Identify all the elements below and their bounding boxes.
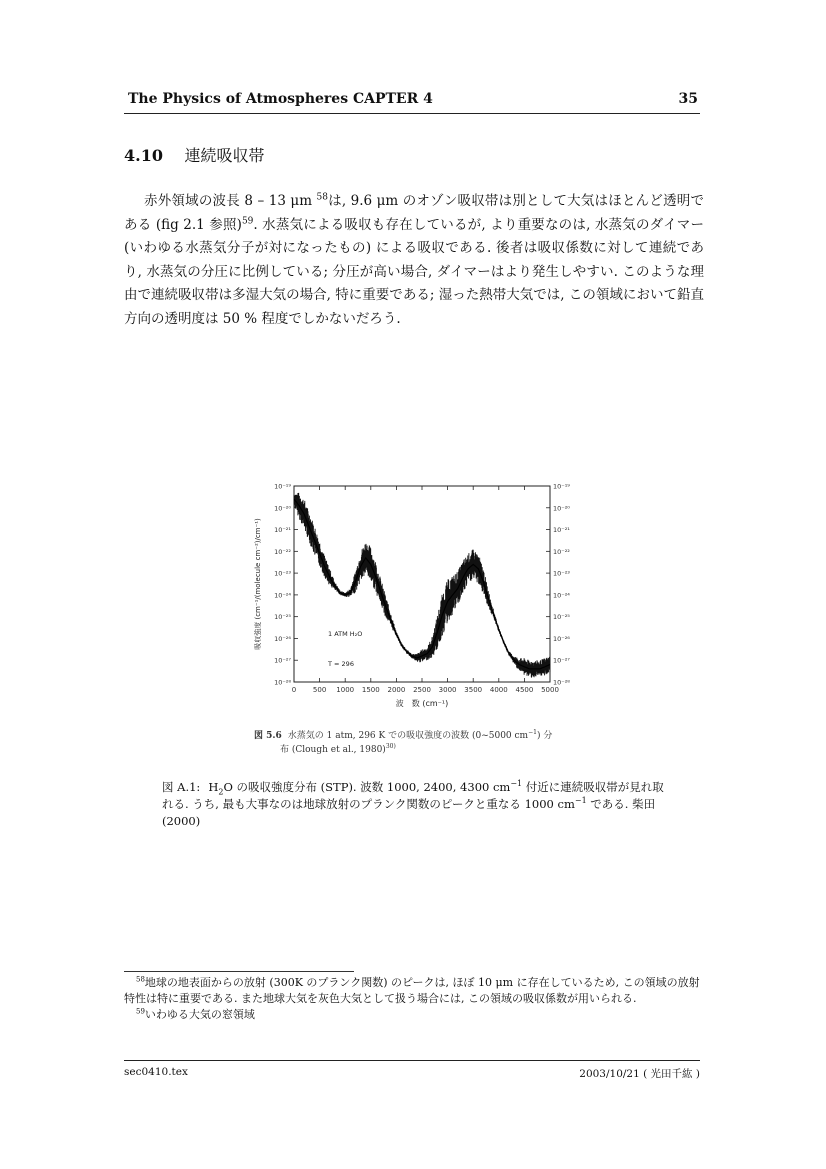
y-tick-label-right: 10⁻²⁶ [553,634,570,643]
y-tick-label-right: 10⁻²⁴ [553,591,570,600]
caption-sup1: −1 [510,779,523,789]
y-tick-label-left: 10⁻²⁸ [274,678,291,687]
running-footer [124,1060,700,1081]
x-tick-label: 2000 [387,686,406,694]
y-tick-label-left: 10⁻²² [274,547,291,556]
y-tick-label-left: 10⁻²⁶ [274,634,291,643]
x-tick-label: 4500 [515,686,534,694]
x-tick-label: 500 [312,686,327,694]
y-tick-label-left: 10⁻¹⁹ [274,482,291,491]
x-tick-label: 2500 [413,686,431,694]
absorption-chart [248,476,588,726]
caption-sub: 2 [218,787,224,797]
footnote-text: 地球の地表面からの放射 (300K のプランク関数) のピークは, ほぼ 10 μm に存在しているため, この領域の放射特性は特に重要である. また地球大気を灰色大気として扱う場合には, この領域の吸収係数が用いられる. [124,976,700,1005]
y-tick-label-right: 10⁻²² [553,547,570,556]
footer-filename: sec0410.tex [124,1066,188,1078]
body-text-part1: 赤外領域の波長 8 – 13 μm [144,193,313,209]
figure-inner-sup2: 30) [385,743,396,750]
y-tick-label-left: 10⁻²³ [274,569,291,578]
footnotes [124,975,704,1023]
footnote-rule [124,971,354,972]
annotation-temp: T = 296 [328,660,354,668]
page-number: 35 [678,91,698,107]
caption-sup2: −1 [574,796,587,806]
section-number: 4.10 [124,146,163,165]
x-tick-label: 4000 [489,686,508,694]
x-tick-label: 1000 [336,686,355,694]
caption-t3: 付近に連続吸収帯が見れ取れる. うち, 最も大事なのは地球放射のプランク関数のピークと重なる 1000 cm [162,780,664,811]
body-text-part2: は, 9.6 μm のオゾン吸収帯は別として大気はほとんど透明である (fig 2.1 参照) [124,193,704,233]
y-tick-label-left: 10⁻²⁷ [274,656,291,665]
section-heading [124,143,265,166]
x-tick-label: 3000 [438,686,457,694]
footnote-mark: 59 [136,1007,145,1016]
y-tick-label-left: 10⁻²¹ [274,526,291,535]
caption-label: 図 A.1: [162,780,201,794]
figure-inner-sup1: −1 [528,729,537,736]
figure-inner-caption [254,729,594,757]
y-tick-label-right: 10⁻¹⁹ [553,482,570,491]
figure-inner-line1: 水蒸気の 1 atm, 296 K での吸収強度の波数 (0~5000 cm [287,731,529,741]
footnote-58 [124,975,704,1007]
y-tick-label-right: 10⁻²⁷ [553,656,570,665]
y-tick-label-left: 10⁻²⁵ [274,613,291,622]
x-tick-label: 1500 [361,686,380,694]
footnote-mark: 58 [136,975,145,984]
caption-t1: H [208,780,219,794]
caption-t4: である. 柴田 (2000) [162,797,656,828]
y-tick-label-left: 10⁻²⁴ [274,591,291,600]
footnote-ref-58[interactable]: 58 [316,192,328,203]
body-text-part3: . 水蒸気による吸収も存在しているが, より重要なのは, 水蒸気のダイマー (いわゆる水蒸気分子が対になったもの) による吸収である. 後者は吸収係数に対して連続であり, 水蒸気の分圧に比例している; 分圧が高い場合, ダイマーはより発生しやすい. このような理由で連続吸収帯は多湿大気の場合, 特に重要である; 湿った熱帯大気では, この領域において鉛直方向の透明度は 50 % 程度でしかないだろう. [124,216,704,327]
spectrum-series [294,493,550,678]
body-paragraph [124,190,704,331]
header-title: The Physics of Atmospheres CAPTER 4 [128,91,433,107]
y-tick-label-left: 10⁻²⁰ [274,504,291,513]
figure-caption [162,779,672,830]
footnote-text: いわゆる大気の窓領域 [144,1008,255,1021]
x-tick-label: 0 [291,686,297,694]
section-title: 連続吸収帯 [184,146,265,165]
y-tick-label-right: 10⁻²⁰ [553,504,570,513]
y-tick-label-right: 10⁻²⁸ [553,678,570,687]
figure-inner-line1b: ) 分 [536,731,553,741]
figure-inner-label: 図 5.6 [254,731,282,741]
footnote-59 [124,1007,704,1023]
annotation-atm: 1 ATM H₂O [328,630,363,638]
running-header [124,91,700,114]
footnote-ref-59[interactable]: 59 [241,216,254,226]
figure-inner-line2: 布 (Clough et al., 1980) [280,745,386,755]
spectrum-scatter [294,493,550,678]
caption-t2: O の吸収強度分布 (STP). 波数 1000, 2400, 4300 cm [223,780,511,794]
y-tick-label-right: 10⁻²¹ [553,526,570,535]
x-tick-label: 3500 [464,686,483,694]
y-tick-label-right: 10⁻²⁵ [553,613,570,622]
footer-date-author: 2003/10/21 ( 光田千紘 ) [579,1068,700,1080]
y-tick-label-right: 10⁻²³ [553,569,570,578]
x-axis-label: 波 数 (cm⁻¹) [395,699,449,708]
y-axis-label: 吸収強度 (cm⁻¹/(molecule cm⁻²)/cm⁻¹) [254,518,262,650]
x-tick-label: 5000 [541,686,559,694]
